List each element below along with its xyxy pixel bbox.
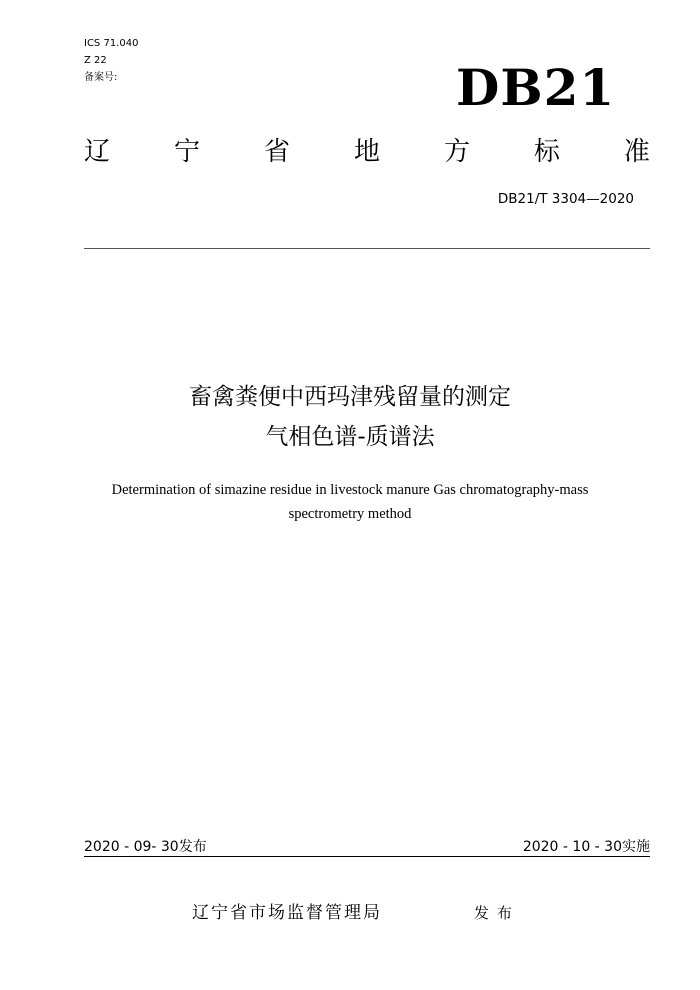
standard-type-heading: [84, 134, 650, 170]
header-divider: [84, 248, 650, 249]
footer-divider: [84, 856, 650, 857]
english-title-line-2: spectrometry method: [288, 506, 412, 522]
english-title-line-1: Determination of simazine residue in livestock manure Gas chromatography-mass: [111, 482, 589, 498]
chinese-title-line-1: 畜禽粪便中西玛津残留量的测定: [189, 384, 511, 410]
filing-number-label: 备案号:: [84, 72, 118, 83]
implement-date: 2020 - 10 - 30实施: [522, 839, 650, 855]
ics-code: ICS 71.040: [84, 38, 139, 49]
standard-number: DB21/T 3304—2020: [497, 191, 634, 207]
standard-type-char: 标: [533, 137, 560, 167]
issuing-authority: 辽宁省市场监督管理局: [192, 903, 382, 923]
standard-type-char: 方: [443, 137, 470, 167]
standard-type-char: 准: [623, 137, 650, 167]
standard-code-logo: DB21: [456, 58, 616, 117]
issue-label: 发布: [474, 904, 521, 922]
standard-type-char: 地: [353, 137, 380, 167]
standard-type-char: 辽: [84, 137, 111, 167]
standard-type-char: 省: [263, 137, 290, 167]
standard-type-char: 宁: [173, 137, 200, 167]
publish-date: 2020 - 09- 30发布: [84, 839, 207, 855]
ccs-code: Z 22: [84, 55, 107, 66]
chinese-title-line-2: 气相色谱-质谱法: [265, 424, 435, 450]
